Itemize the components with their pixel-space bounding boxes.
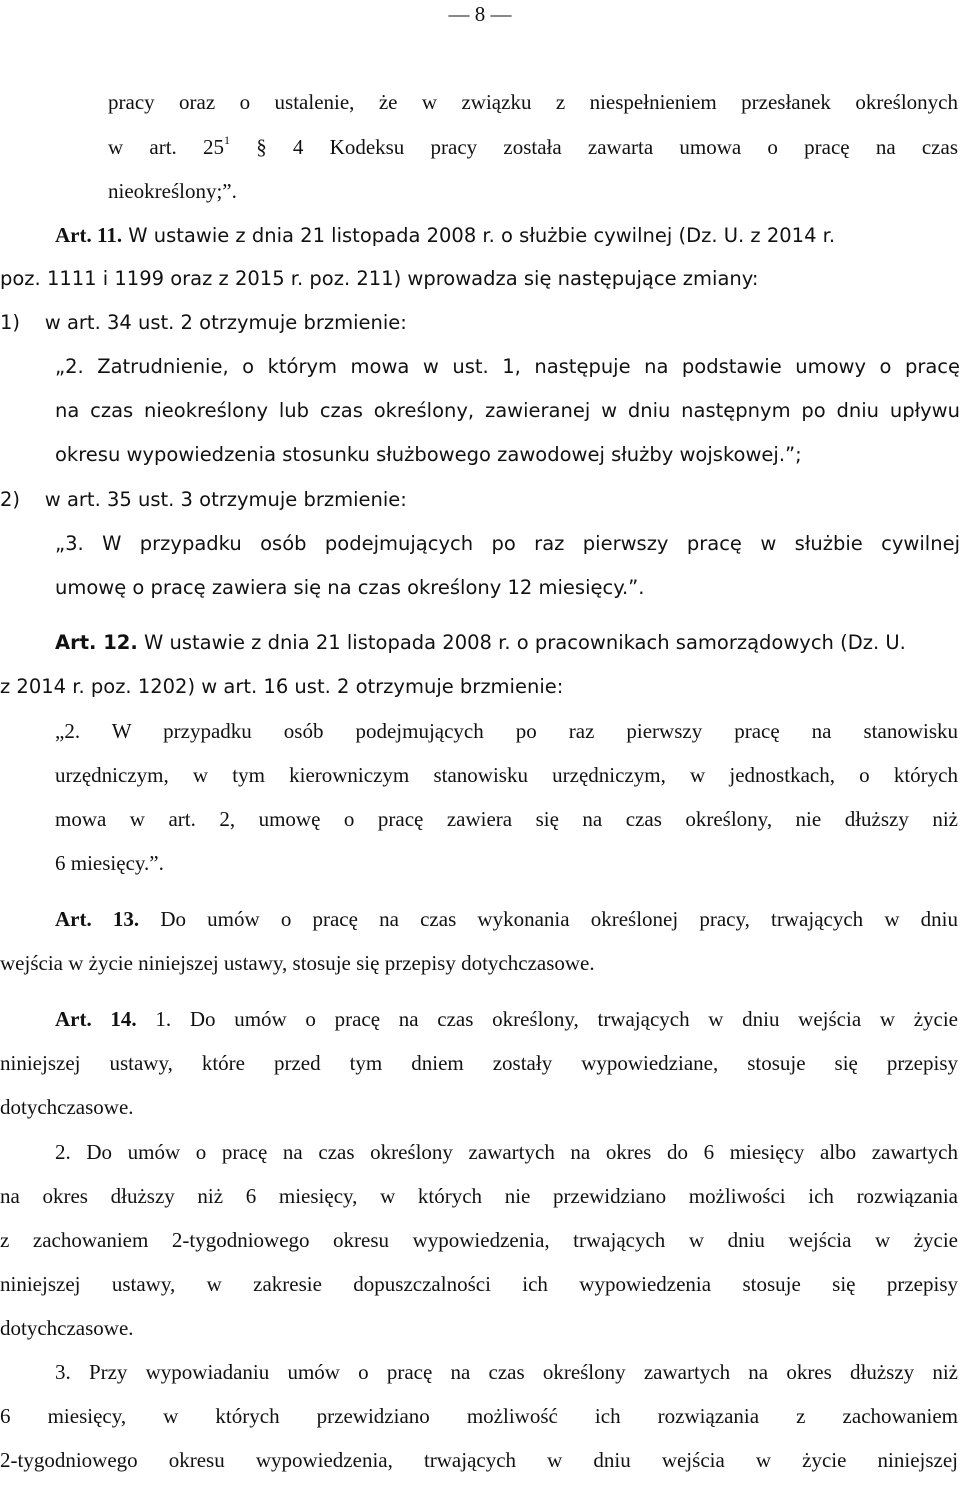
article-label: Art. 12. xyxy=(55,631,138,654)
article-label: Art. 14. xyxy=(55,1007,137,1031)
page-number: — 8 — xyxy=(448,2,512,26)
text-line: pracy oraz o ustalenie, że w związku z niespełnieniem przesłanek określonych xyxy=(108,90,958,114)
text-line: okresu wypowiedzenia stosunku służbowego zawodowej służby wojskowej.”; xyxy=(55,443,802,466)
list-item: 2) w art. 35 ust. 3 otrzymuje brzmienie: xyxy=(0,488,407,511)
text-line: wejścia w życie niniejszej ustawy, stosuje się przepisy dotychczasowe. xyxy=(0,951,595,975)
text-line: poz. 1111 i 1199 oraz z 2015 r. poz. 211) wprowadza się następujące zmiany: xyxy=(0,267,759,290)
text-line: w art. $25^1$ § 4 Kodeksu pracy została zawarta umowa o pracę na czas xyxy=(108,133,958,159)
text-line: „3. W przypadku osób podejmujących po raz pierwszy pracę w służbie cywilnej xyxy=(55,532,960,555)
text-line: „2. W przypadku osób podejmujących po raz pierwszy pracę na stanowisku xyxy=(55,719,958,743)
text-line: dotychczasowe. xyxy=(0,1095,134,1119)
text-line: na czas nieokreślony lub czas określony, zawieranej w dniu następnym po dniu upływu xyxy=(55,399,960,422)
article-label: Art. 13. xyxy=(55,907,140,931)
article-14-intro: Art. 14. 1. Do umów o pracę na czas określony, trwających w dniu wejścia w życie xyxy=(55,1007,958,1031)
text-line: 6 miesięcy.”. xyxy=(55,851,164,875)
text-line: urzędniczym, w tym kierowniczym stanowisku urzędniczym, w jednostkach, o których xyxy=(55,763,958,787)
text-line: „2. Zatrudnienie, o którym mowa w ust. 1, następuje na podstawie umowy o pracę xyxy=(55,355,960,378)
article-12-intro: Art. 12. W ustawie z dnia 21 listopada 2008 r. o pracownikach samorządowych (Dz. U. xyxy=(55,631,906,654)
text-line: 6 miesięcy, w których przewidziano możliwość ich rozwiązania z zachowaniem xyxy=(0,1404,958,1428)
text-line: 3. Przy wypowiadaniu umów o pracę na czas określony zawartych na okres dłuższy niż xyxy=(55,1360,958,1384)
list-item: 1) w art. 34 ust. 2 otrzymuje brzmienie: xyxy=(0,311,407,334)
text-line: niniejszej ustawy, które przed tym dniem zostały wypowiedziane, stosuje się przepisy xyxy=(0,1051,958,1075)
text-line: z zachowaniem 2-tygodniowego okresu wypowiedzenia, trwających w dniu wejścia w życie xyxy=(0,1228,958,1252)
text-line: 2-tygodniowego okresu wypowiedzenia, trwających w dniu wejścia w życie niniejszej xyxy=(0,1448,958,1472)
text-line: dotychczasowe. xyxy=(0,1316,134,1340)
text-line: na okres dłuższy niż 6 miesięcy, w których nie przewidziano możliwości ich rozwiązania xyxy=(0,1184,958,1208)
text-line: niniejszej ustawy, w zakresie dopuszczalności ich wypowiedzenia stosuje się przepisy xyxy=(0,1272,958,1296)
text-line: 2. Do umów o pracę na czas określony zawartych na okres do 6 miesięcy albo zawartych xyxy=(55,1140,958,1164)
text-line: mowa w art. 2, umowę o pracę zawiera się na czas określony, nie dłuższy niż xyxy=(55,807,958,831)
article-label: Art. 11. xyxy=(55,223,123,247)
text-line: nieokreślony;”. xyxy=(108,179,237,203)
text-line: umowę o pracę zawiera się na czas określony 12 miesięcy.”. xyxy=(55,576,645,599)
text-line: z 2014 r. poz. 1202) w art. 16 ust. 2 otrzymuje brzmienie: xyxy=(0,675,564,698)
article-11-intro: Art. 11. W ustawie z dnia 21 listopada 2008 r. o służbie cywilnej (Dz. U. z 2014 r. xyxy=(55,223,836,247)
article-13-intro: Art. 13. Do umów o pracę na czas wykonania określonej pracy, trwających w dniu xyxy=(55,907,958,931)
